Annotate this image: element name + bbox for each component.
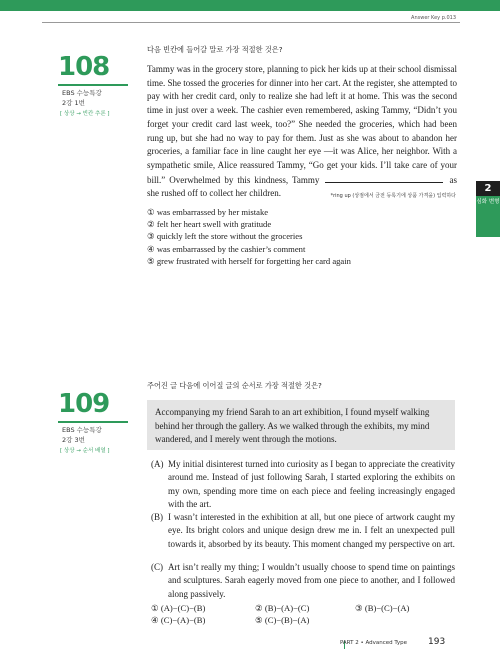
option-label: (C) xyxy=(151,562,163,572)
option-a xyxy=(151,458,455,512)
answer-choice-2[interactable]: ② (B)−(A)−(C) xyxy=(255,603,310,613)
source-lesson: 2강 1번 xyxy=(62,99,85,107)
question-source xyxy=(62,88,102,108)
passage-ending: as she rushed off to collect her children. xyxy=(147,174,457,199)
chapter-number: 2 xyxy=(476,181,500,196)
vocabulary-gloss: *ring up (상점에서 금전 등록기에 상품 가격을) 입력하다 xyxy=(330,193,456,199)
answer-choice-1[interactable]: ① (A)−(C)−(B) xyxy=(151,603,206,613)
question-type-tag: [ 상상 → 순서 배열 ] xyxy=(60,448,110,454)
answer-key-ref: Answer Key p.013 xyxy=(411,15,456,21)
question-number-rule xyxy=(58,84,128,86)
given-passage-box xyxy=(147,400,455,450)
choice-3[interactable]: ③ quickly left the store without the groceries xyxy=(147,231,303,242)
option-b xyxy=(151,511,455,551)
source-book: EBS 수능특강 xyxy=(62,89,102,97)
option-text: I wasn’t interested in the exhibition at all, but one piece of artwork caught my eye. Its bright colors and unique design drew me in. I felt an unexpected pull towards it, absorbed by its beauty. This moment changed my perspective on art. xyxy=(168,512,455,549)
option-text: My initial disinterest turned into curiosity as I began to appreciate the creativity around me. Instead of just following Sarah, I started exploring the exhibits on my own, spending more time on each piece and feeling increasingly engaged with the art. xyxy=(168,459,455,510)
source-lesson: 2강 3번 xyxy=(62,436,85,444)
question-number-109: 109 xyxy=(58,389,110,419)
top-color-bar xyxy=(0,0,500,11)
question-prompt: 주어진 글 다음에 이어질 글의 순서로 가장 적절한 것은? xyxy=(147,381,322,390)
answer-blank xyxy=(325,173,443,183)
option-c xyxy=(151,561,455,601)
passage-text: Tammy was in the grocery store, planning to pick her kids up at their school dismissal time. She tossed the groceries for dinner into her cart. At the register, she attempted to pay with her credit card, only to realize she had left it at home. This was the second time in just over a week. The cashier even remembered, asking Tammy, “Didn’t you forget your credit card last week, too?” She needed the groceries, which had been rung up, but she had no way to pay for them. Just as she was about to abandon her groceries, a familiar face in line caught her eye —it was Alice, her neighbor. With a sympathetic smile, Alice reassured Tammy, “Go get your kids. I’ll take care of your bill.” Overwhelmed by this kindness, Tammy xyxy=(147,64,457,185)
footer-part: PART 2 • Advanced Type xyxy=(339,640,407,646)
question-type-tag: [ 상상 → 빈칸 추론 ] xyxy=(60,111,110,117)
header-rule xyxy=(42,22,460,23)
answer-choice-3[interactable]: ③ (B)−(C)−(A) xyxy=(355,603,410,613)
question-number-108: 108 xyxy=(58,52,110,82)
question-number-rule xyxy=(58,421,128,423)
answer-choice-5[interactable]: ⑤ (C)−(B)−(A) xyxy=(255,615,310,625)
option-text: Art isn’t really my thing; I wouldn’t usually choose to spend time on paintings and sculptures. Sarah eagerly moved from one piece to another, and I followed along passively. xyxy=(168,562,455,599)
option-label: (A) xyxy=(151,459,164,469)
source-book: EBS 수능특강 xyxy=(62,426,102,434)
question-prompt: 다음 빈칸에 들어갈 말로 가장 적절한 것은? xyxy=(147,45,283,54)
choice-4[interactable]: ④ was embarrassed by the cashier’s comment xyxy=(147,243,306,254)
question-source xyxy=(62,425,102,445)
passage xyxy=(147,63,457,201)
given-passage: Accompanying my friend Sarah to an art exhibition, I found myself walking behind her through the gallery. As we walked through the exhibits, my mind wandered, and I merely went through the motions. xyxy=(155,407,430,444)
choice-1[interactable]: ① was embarrassed by her mistake xyxy=(147,207,269,217)
option-label: (B) xyxy=(151,512,163,522)
choice-5[interactable]: ⑤ grew frustrated with herself for forgetting her card again xyxy=(147,255,351,266)
page-number: 193 xyxy=(428,637,446,647)
answer-choice-4[interactable]: ④ (C)−(A)−(B) xyxy=(151,615,206,625)
chapter-label: 심화 변형 xyxy=(476,199,500,205)
answer-choices xyxy=(147,206,351,267)
chapter-side-tab xyxy=(476,181,500,237)
choice-2[interactable]: ② felt her heart swell with gratitude xyxy=(147,219,272,230)
